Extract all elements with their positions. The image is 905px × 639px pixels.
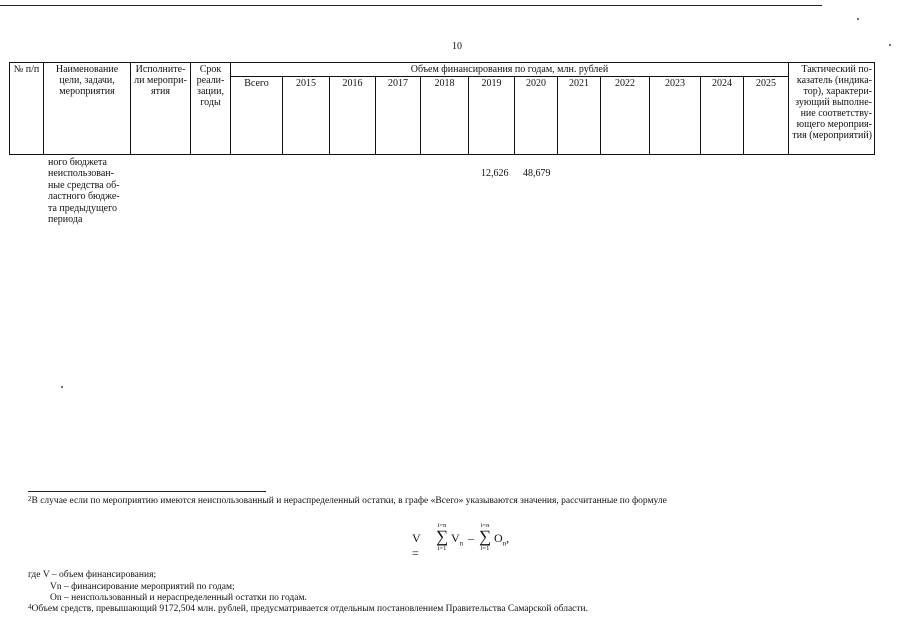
value-2020: 48,679 (523, 168, 551, 179)
sum-2 (478, 522, 492, 552)
formula-minus: – (468, 531, 474, 545)
header-year-2021: 2021 (558, 77, 601, 155)
footnote-4 (28, 604, 588, 614)
formula-term1: $V_n$ (451, 531, 464, 548)
footnote-2-text: В случае если по мероприятию имеются неиспользованный и нераспределенный остатки, в графе «Всего» указываются значения, рассчитанные по формуле (31, 496, 667, 506)
footnote-2 (28, 496, 667, 506)
row-text-line: та предыдущего (48, 202, 117, 214)
header-year-2024: 2024 (701, 77, 744, 155)
header-year-2022: 2022 (601, 77, 650, 155)
header-year-2019: 2019 (469, 77, 515, 155)
formula-legend (28, 570, 307, 605)
page-number: 10 (452, 41, 462, 52)
header-year-2018: 2018 (421, 77, 469, 155)
header-num: № п/п (10, 63, 44, 155)
footnote-separator (28, 491, 266, 492)
header-funding-group: Объем финансирования по годам, млн. рублей (231, 63, 789, 77)
sum-upper: i=n (437, 522, 447, 529)
scan-speck (857, 18, 859, 20)
scan-speck (61, 386, 63, 388)
row-description (48, 157, 138, 225)
footnote-mark: 4 (28, 603, 32, 611)
row-text-line: ные средства об- (48, 179, 120, 191)
legend-line: где V – объем финансирования; (28, 570, 157, 580)
footnote-mark: 2 (28, 495, 32, 503)
sum-lower: i=1 (437, 545, 447, 552)
legend-line: Vn – финансирование мероприятий по годам; (50, 581, 235, 592)
row-text-line: периода (48, 214, 83, 226)
header-year-2017: 2017 (376, 77, 421, 155)
value-2019: 12,626 (481, 168, 509, 179)
legend-line: On – неиспользованный и нераспределенный остатки по годам. (50, 593, 307, 603)
header-name: Наименование цели, задачи, мероприятия (44, 63, 131, 155)
formula-lhs: V = (412, 531, 421, 560)
header-year-2016: 2016 (330, 77, 376, 155)
header-total: Всего (231, 77, 283, 155)
scan-speck (889, 44, 891, 46)
header-year-2015: 2015 (283, 77, 330, 155)
footnote-4-text: Объем средств, превышающий 9172,504 млн. рублей, предусматривается отдельным постановлением Правительства Самарской области. (31, 604, 589, 614)
top-rule (0, 5, 822, 6)
header-indicator: Тактический по-казатель (индика-тор), характери-зующий выполне-ние соответству-ющего мероприя-тия (мероприятий) (789, 63, 875, 155)
row-text-line: ного бюджета (48, 157, 107, 168)
header-year-2020: 2020 (515, 77, 558, 155)
sum-lower: i=1 (480, 545, 490, 552)
sigma-icon: ∑ (435, 527, 449, 546)
header-year-2023: 2023 (650, 77, 701, 155)
formula-term2: $O_n$, (494, 531, 510, 548)
row-text-line: неиспользован- (48, 168, 114, 180)
sum-upper: i=n (480, 522, 490, 529)
header-year-2025: 2025 (744, 77, 789, 155)
header-executor: Исполните-ли меропри-ятия (131, 63, 191, 155)
sigma-icon: ∑ (478, 527, 492, 546)
sum-1 (435, 522, 449, 552)
row-text-line: ластного бюдже- (48, 191, 120, 203)
header-term: Срок реали-зации, годы (191, 63, 231, 155)
funding-table (9, 62, 875, 155)
